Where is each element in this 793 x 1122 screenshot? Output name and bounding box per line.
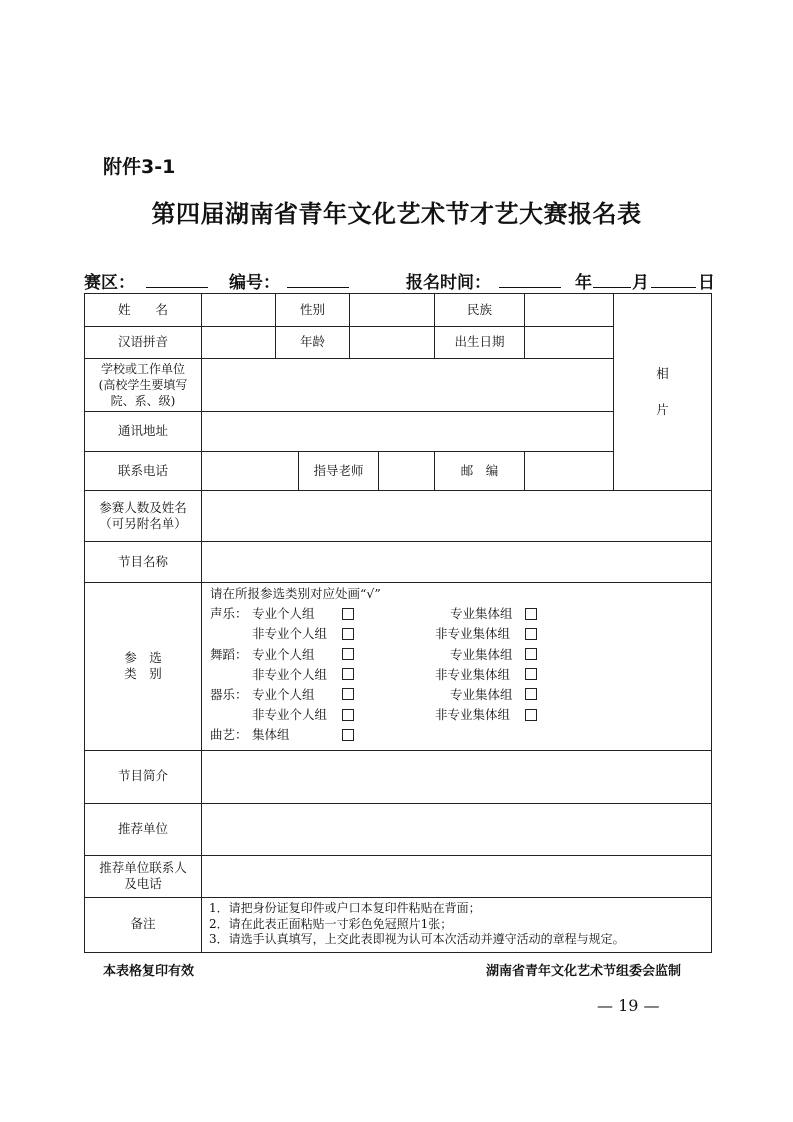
dance-pro-group-label: 专业集体组 <box>450 646 513 662</box>
participants-label-line2: （可另附名单） <box>99 516 187 531</box>
day-field[interactable] <box>651 268 696 288</box>
dance-label: 舞蹈： <box>210 646 248 662</box>
vocal-nonpro-group-checkbox[interactable] <box>525 626 537 642</box>
ethnicity-label: 民族 <box>435 294 525 327</box>
participants-label-line1: 参赛人数及姓名 <box>99 499 187 515</box>
birthdate-field[interactable] <box>525 327 614 359</box>
footer-supervisor: 湖南省青年文化艺术节组委会监制 <box>486 964 682 979</box>
program-intro-field[interactable] <box>202 750 712 803</box>
vocal-pro-group-label: 专业集体组 <box>450 606 513 622</box>
remarks-label: 备注 <box>85 897 202 952</box>
instrumental-nonpro-group-label: 非专业集体组 <box>435 707 511 723</box>
teacher-label: 指导老师 <box>299 452 379 491</box>
quyi-group-checkbox[interactable] <box>342 727 354 743</box>
name-field[interactable] <box>202 294 276 327</box>
page-number: — 19 — <box>597 996 660 1015</box>
note-1: 1．请把身份证复印件或户口本复印件粘贴在背面； <box>209 901 481 916</box>
photo-label-bottom: 片 <box>656 402 669 417</box>
recommender-contact-line2: 及电话 <box>124 876 162 891</box>
phone-field[interactable] <box>202 452 299 491</box>
program-name-label: 节目名称 <box>85 542 202 583</box>
category-options <box>202 583 712 751</box>
postcode-field[interactable] <box>525 452 614 491</box>
vocal-nonpro-group-label: 非专业集体组 <box>435 626 511 642</box>
dance-pro-group-checkbox[interactable] <box>525 647 537 663</box>
school-label <box>85 359 202 412</box>
dance-nonpro-individual-label: 非专业个人组 <box>252 666 328 682</box>
recommender-label: 推荐单位 <box>85 803 202 855</box>
instrumental-label: 器乐： <box>210 686 248 702</box>
footer-copy-valid: 本表格复印有效 <box>103 964 195 979</box>
address-field[interactable] <box>202 412 614 452</box>
note-2: 2．请在此表正面粘贴一寸彩色免冠照片1张； <box>209 916 453 931</box>
age-field[interactable] <box>350 327 435 359</box>
phone-label: 联系电话 <box>85 452 202 491</box>
number-field[interactable] <box>287 268 349 288</box>
remarks-notes <box>202 897 712 952</box>
instrumental-pro-individual-label: 专业个人组 <box>252 686 315 702</box>
postcode-label: 邮 编 <box>435 452 525 491</box>
quyi-label: 曲艺： <box>210 727 248 743</box>
time-label: 报名时间： <box>406 273 491 293</box>
year-field[interactable] <box>499 268 561 288</box>
category-label-line2: 类 别 <box>124 666 162 682</box>
instrumental-nonpro-group-checkbox[interactable] <box>525 707 537 723</box>
category-instruction: 请在所报参选类别对应处画“√” <box>210 586 381 601</box>
participants-label <box>85 491 202 542</box>
dance-nonpro-group-checkbox[interactable] <box>525 667 537 683</box>
address-label: 通讯地址 <box>85 412 202 452</box>
meta-line <box>84 268 715 293</box>
dance-nonpro-group-label: 非专业集体组 <box>435 666 511 682</box>
number-label: 编号： <box>229 273 280 293</box>
school-label-line3: 院、系、级) <box>110 394 176 408</box>
dance-pro-individual-label: 专业个人组 <box>252 646 315 662</box>
school-field[interactable] <box>202 359 614 412</box>
attachment-label: 附件3-1 <box>103 156 176 178</box>
quyi-group-label: 集体组 <box>252 727 290 743</box>
vocal-pro-individual-label: 专业个人组 <box>252 606 315 622</box>
month-field[interactable] <box>593 268 631 288</box>
month-label: 月 <box>632 273 649 293</box>
birthdate-label: 出生日期 <box>435 327 525 359</box>
note-3: 3．请选手认真填写，上交此表即视为认可本次活动并遵守活动的章程与规定。 <box>209 932 625 947</box>
day-label: 日 <box>698 273 715 293</box>
name-label: 姓 名 <box>85 294 202 327</box>
instrumental-nonpro-individual-checkbox[interactable] <box>342 707 354 723</box>
instrumental-pro-individual-checkbox[interactable] <box>342 687 354 703</box>
participants-field[interactable] <box>202 491 712 542</box>
recommender-contact-field[interactable] <box>202 855 712 897</box>
vocal-pro-group-checkbox[interactable] <box>525 606 537 622</box>
recommender-contact-label <box>85 855 202 897</box>
category-label <box>85 583 202 751</box>
instrumental-pro-group-label: 专业集体组 <box>450 686 513 702</box>
pinyin-field[interactable] <box>202 327 276 359</box>
gender-label: 性别 <box>276 294 350 327</box>
age-label: 年龄 <box>276 327 350 359</box>
program-name-field[interactable] <box>202 542 712 583</box>
form-title: 第四届湖南省青年文化艺术节才艺大赛报名表 <box>151 199 642 228</box>
vocal-label: 声乐： <box>210 606 248 622</box>
dance-pro-individual-checkbox[interactable] <box>342 647 354 663</box>
photo-label-top: 相 <box>656 365 669 381</box>
region-label: 赛区： <box>84 273 135 293</box>
pinyin-label: 汉语拼音 <box>85 327 202 359</box>
school-label-line1: 学校或工作单位 <box>100 362 185 376</box>
ethnicity-field[interactable] <box>525 294 614 327</box>
category-label-line1: 参 选 <box>124 650 162 665</box>
teacher-field[interactable] <box>379 452 435 491</box>
vocal-pro-individual-checkbox[interactable] <box>342 606 354 622</box>
school-label-line2: (高校学生要填写 <box>98 378 188 392</box>
instrumental-pro-group-checkbox[interactable] <box>525 687 537 703</box>
recommender-contact-line1: 推荐单位联系人 <box>99 859 187 875</box>
recommender-field[interactable] <box>202 803 712 855</box>
year-label: 年 <box>575 273 592 293</box>
photo-area[interactable] <box>614 294 712 491</box>
dance-nonpro-individual-checkbox[interactable] <box>342 667 354 683</box>
instrumental-nonpro-individual-label: 非专业个人组 <box>252 707 328 723</box>
vocal-nonpro-individual-checkbox[interactable] <box>342 626 354 642</box>
region-field[interactable] <box>146 268 208 288</box>
vocal-nonpro-individual-label: 非专业个人组 <box>252 626 328 642</box>
program-intro-label: 节目简介 <box>85 750 202 803</box>
gender-field[interactable] <box>350 294 435 327</box>
registration-table <box>84 293 712 953</box>
